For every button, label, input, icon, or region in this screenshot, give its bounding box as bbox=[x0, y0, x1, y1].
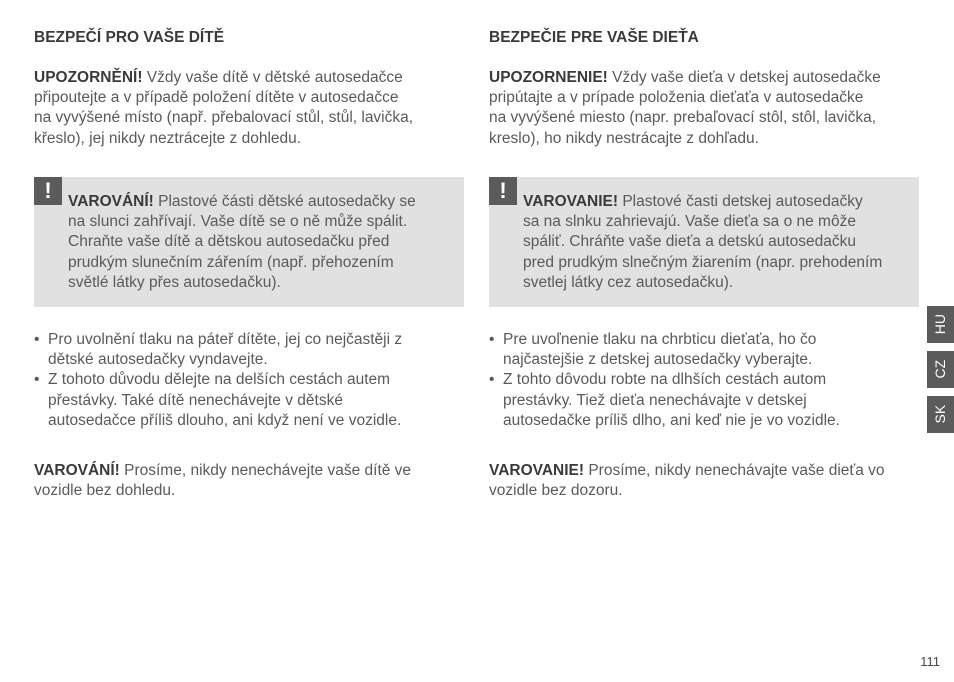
warning-text: pred prudkým slnečným žiarením (napr. prehodením bbox=[523, 253, 883, 271]
warning-box-text bbox=[523, 192, 907, 293]
column-slovak bbox=[489, 28, 921, 500]
final-warning bbox=[489, 461, 921, 501]
list-item-text: najčastejšie z detskej autosedačky vyberajte. bbox=[503, 351, 813, 369]
warning-text: na slunci zahřívají. Vaše dítě se o ně může spálit. bbox=[68, 213, 408, 231]
list-item-text: Z tohoto důvodu dělejte na delších cestách autem bbox=[48, 371, 391, 389]
final-warning-label: VAROVANIE! bbox=[489, 462, 585, 479]
warning-box-text bbox=[68, 192, 452, 293]
exclamation-icon: ! bbox=[34, 177, 62, 205]
final-warning bbox=[34, 461, 466, 501]
warning-text: svetlej látky cez autosedačku). bbox=[523, 273, 734, 291]
notice-paragraph bbox=[489, 68, 921, 149]
list-item bbox=[34, 330, 466, 370]
warning-text: světlé látky přes autosedačku). bbox=[68, 273, 281, 291]
tab-sk[interactable] bbox=[927, 396, 954, 433]
warning-text: Chraňte vaše dítě a dětskou autosedačku před bbox=[68, 233, 390, 251]
tab-cz[interactable] bbox=[927, 351, 954, 388]
warning-text: sa na slnku zahrievajú. Vaše dieťa sa o ne môže bbox=[523, 213, 856, 231]
final-warning-text: vozidle bez dohledu. bbox=[34, 482, 176, 500]
notice-text: pripútajte a v prípade položenia dieťaťa v autosedačke bbox=[489, 89, 864, 107]
notice-text: Vždy vaše dieťa v detskej autosedačke bbox=[607, 69, 881, 86]
warning-label: VAROVÁNÍ! bbox=[68, 193, 154, 210]
tab-hu[interactable] bbox=[927, 306, 954, 343]
warning-label: VAROVANIE! bbox=[523, 193, 619, 210]
notice-text: na vyvýšené miesto (napr. prebaľovací stôl, stôl, lavička, bbox=[489, 109, 877, 127]
bullet-list bbox=[34, 330, 466, 431]
bullet-list bbox=[489, 330, 921, 431]
warning-text: Plastové části dětské autosedačky se bbox=[153, 193, 416, 210]
final-warning-text: Prosíme, nikdy nenechávejte vaše dítě ve bbox=[119, 462, 412, 479]
notice-text: připoutejte a v případě položení dítěte v autosedačce bbox=[34, 89, 399, 107]
notice-text: křeslo), jej nikdy neztrácejte z dohledu. bbox=[34, 129, 302, 147]
tab-label: SK bbox=[932, 405, 949, 424]
warning-text: Plastové časti detskej autosedačky bbox=[618, 193, 863, 210]
list-item-text: autosedačce příliš dlouho, ani když není ve vozidle. bbox=[48, 411, 402, 429]
list-item-text: Pre uvoľnenie tlaku na chrbticu dieťaťa, ho čo bbox=[503, 331, 817, 348]
final-warning-text: vozidle bez dozoru. bbox=[489, 482, 623, 500]
column-czech bbox=[34, 28, 466, 500]
list-item bbox=[489, 370, 921, 431]
tab-label: HU bbox=[932, 314, 949, 335]
notice-paragraph bbox=[34, 68, 466, 149]
final-warning-label: VAROVÁNÍ! bbox=[34, 462, 120, 479]
list-item bbox=[489, 330, 921, 370]
warning-text: spáliť. Chráňte vaše dieťa a detskú autosedačku bbox=[523, 233, 857, 251]
list-item-text: Pro uvolnění tlaku na páteř dítěte, jej co nejčastěji z bbox=[48, 331, 403, 348]
notice-text: na vyvýšené místo (např. přebalovací stůl, stůl, lavička, bbox=[34, 109, 414, 127]
list-item bbox=[34, 370, 466, 431]
list-item-text: přestávky. Také dítě nenechávejte v dětské bbox=[48, 391, 343, 409]
list-item-text: prestávky. Tiež dieťa nenechávajte v detskej bbox=[503, 391, 807, 409]
final-warning-text: Prosíme, nikdy nenechávajte vaše dieťa vo bbox=[584, 462, 885, 479]
notice-label: UPOZORNENIE! bbox=[489, 69, 608, 86]
list-item-text: dětské autosedačky vyndavejte. bbox=[48, 351, 268, 369]
tab-label: CZ bbox=[932, 360, 949, 379]
warning-text: prudkým slunečním zářením (např. přehozením bbox=[68, 253, 394, 271]
notice-label: UPOZORNĚNÍ! bbox=[34, 69, 143, 86]
notice-text: Vždy vaše dítě v dětské autosedačce bbox=[142, 69, 403, 86]
notice-text: kreslo), ho nikdy nestrácajte z dohľadu. bbox=[489, 129, 759, 147]
list-item-text: Z tohto dôvodu robte na dlhších cestách autom bbox=[503, 371, 827, 389]
warning-box bbox=[34, 177, 464, 307]
section-heading: BEZPEČÍ PRO VAŠE DÍTĚ bbox=[34, 29, 225, 46]
warning-box bbox=[489, 177, 919, 307]
page-number: 111 bbox=[920, 654, 940, 669]
section-heading: BEZPEČIE PRE VAŠE DIEŤA bbox=[489, 29, 699, 46]
exclamation-icon: ! bbox=[489, 177, 517, 205]
list-item-text: autosedačke príliš dlho, ani keď nie je vo vozidle. bbox=[503, 411, 840, 429]
